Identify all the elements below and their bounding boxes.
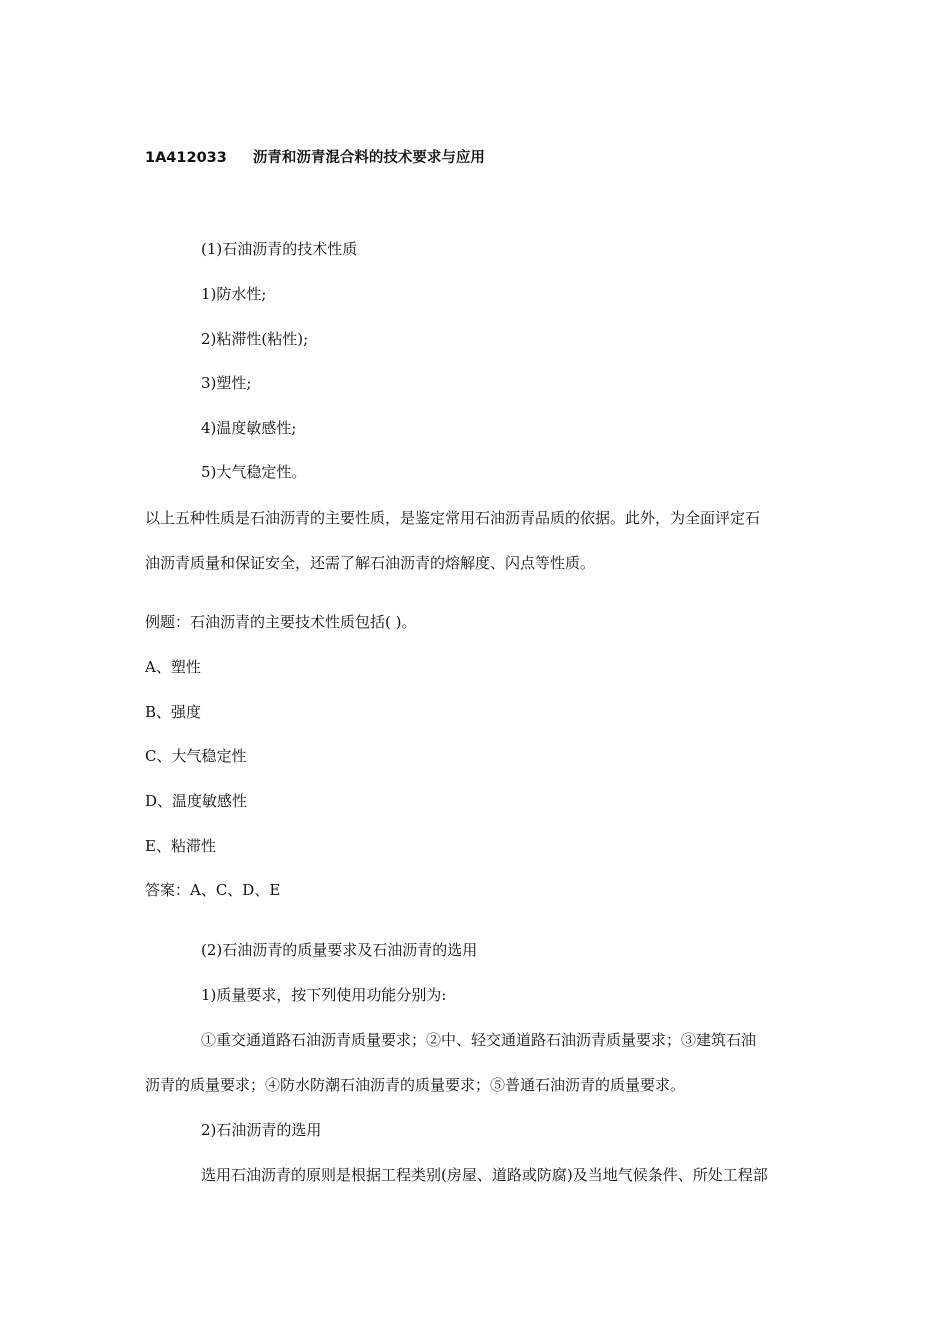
subsection-title: (2)石油沥青的质量要求及石油沥青的选用: [201, 941, 478, 959]
summary-paragraph-line: 以上五种性质是石油沥青的主要性质，是鉴定常用石油沥青品质的依据。此外，为全面评定石: [145, 509, 761, 527]
property-item: 4)温度敏感性;: [201, 419, 297, 437]
property-item: 1)防水性;: [201, 285, 267, 303]
subsection-title: (1)石油沥青的技术性质: [201, 240, 358, 258]
quality-requirements-line: ①重交通道路石油沥青质量要求；②中、轻交通道路石油沥青质量要求；③建筑石油: [201, 1031, 757, 1049]
example-option: B、强度: [145, 703, 202, 721]
quality-requirements-line: 沥青的质量要求；④防水防潮石油沥青的质量要求；⑤普通石油沥青的质量要求。: [145, 1076, 686, 1094]
selection-heading: 2)石油沥青的选用: [201, 1121, 322, 1139]
section-code: 1A412033: [145, 150, 227, 166]
property-item: 5)大气稳定性。: [201, 463, 307, 481]
example-answer: 答案：A、C、D、E: [145, 881, 281, 899]
section-heading: [145, 148, 485, 168]
quality-requirements-heading: 1)质量要求，按下列使用功能分别为:: [201, 986, 447, 1004]
example-option: D、温度敏感性: [145, 792, 248, 810]
section-title: 沥青和沥青混合料的技术要求与应用: [252, 150, 485, 166]
property-item: 2)粘滞性(粘性);: [201, 330, 309, 348]
property-item: 3)塑性;: [201, 374, 252, 392]
example-option: A、塑性: [145, 658, 201, 676]
selection-paragraph-line: 选用石油沥青的原则是根据工程类别(房屋、道路或防腐)及当地气候条件、所处工程部: [201, 1166, 768, 1184]
example-option: E、粘滞性: [145, 837, 216, 855]
summary-paragraph-line: 油沥青质量和保证安全，还需了解石油沥青的熔解度、闪点等性质。: [145, 554, 596, 572]
example-question: 例题：石油沥青的主要技术性质包括( )。: [145, 613, 417, 631]
example-option: C、大气稳定性: [145, 747, 247, 765]
